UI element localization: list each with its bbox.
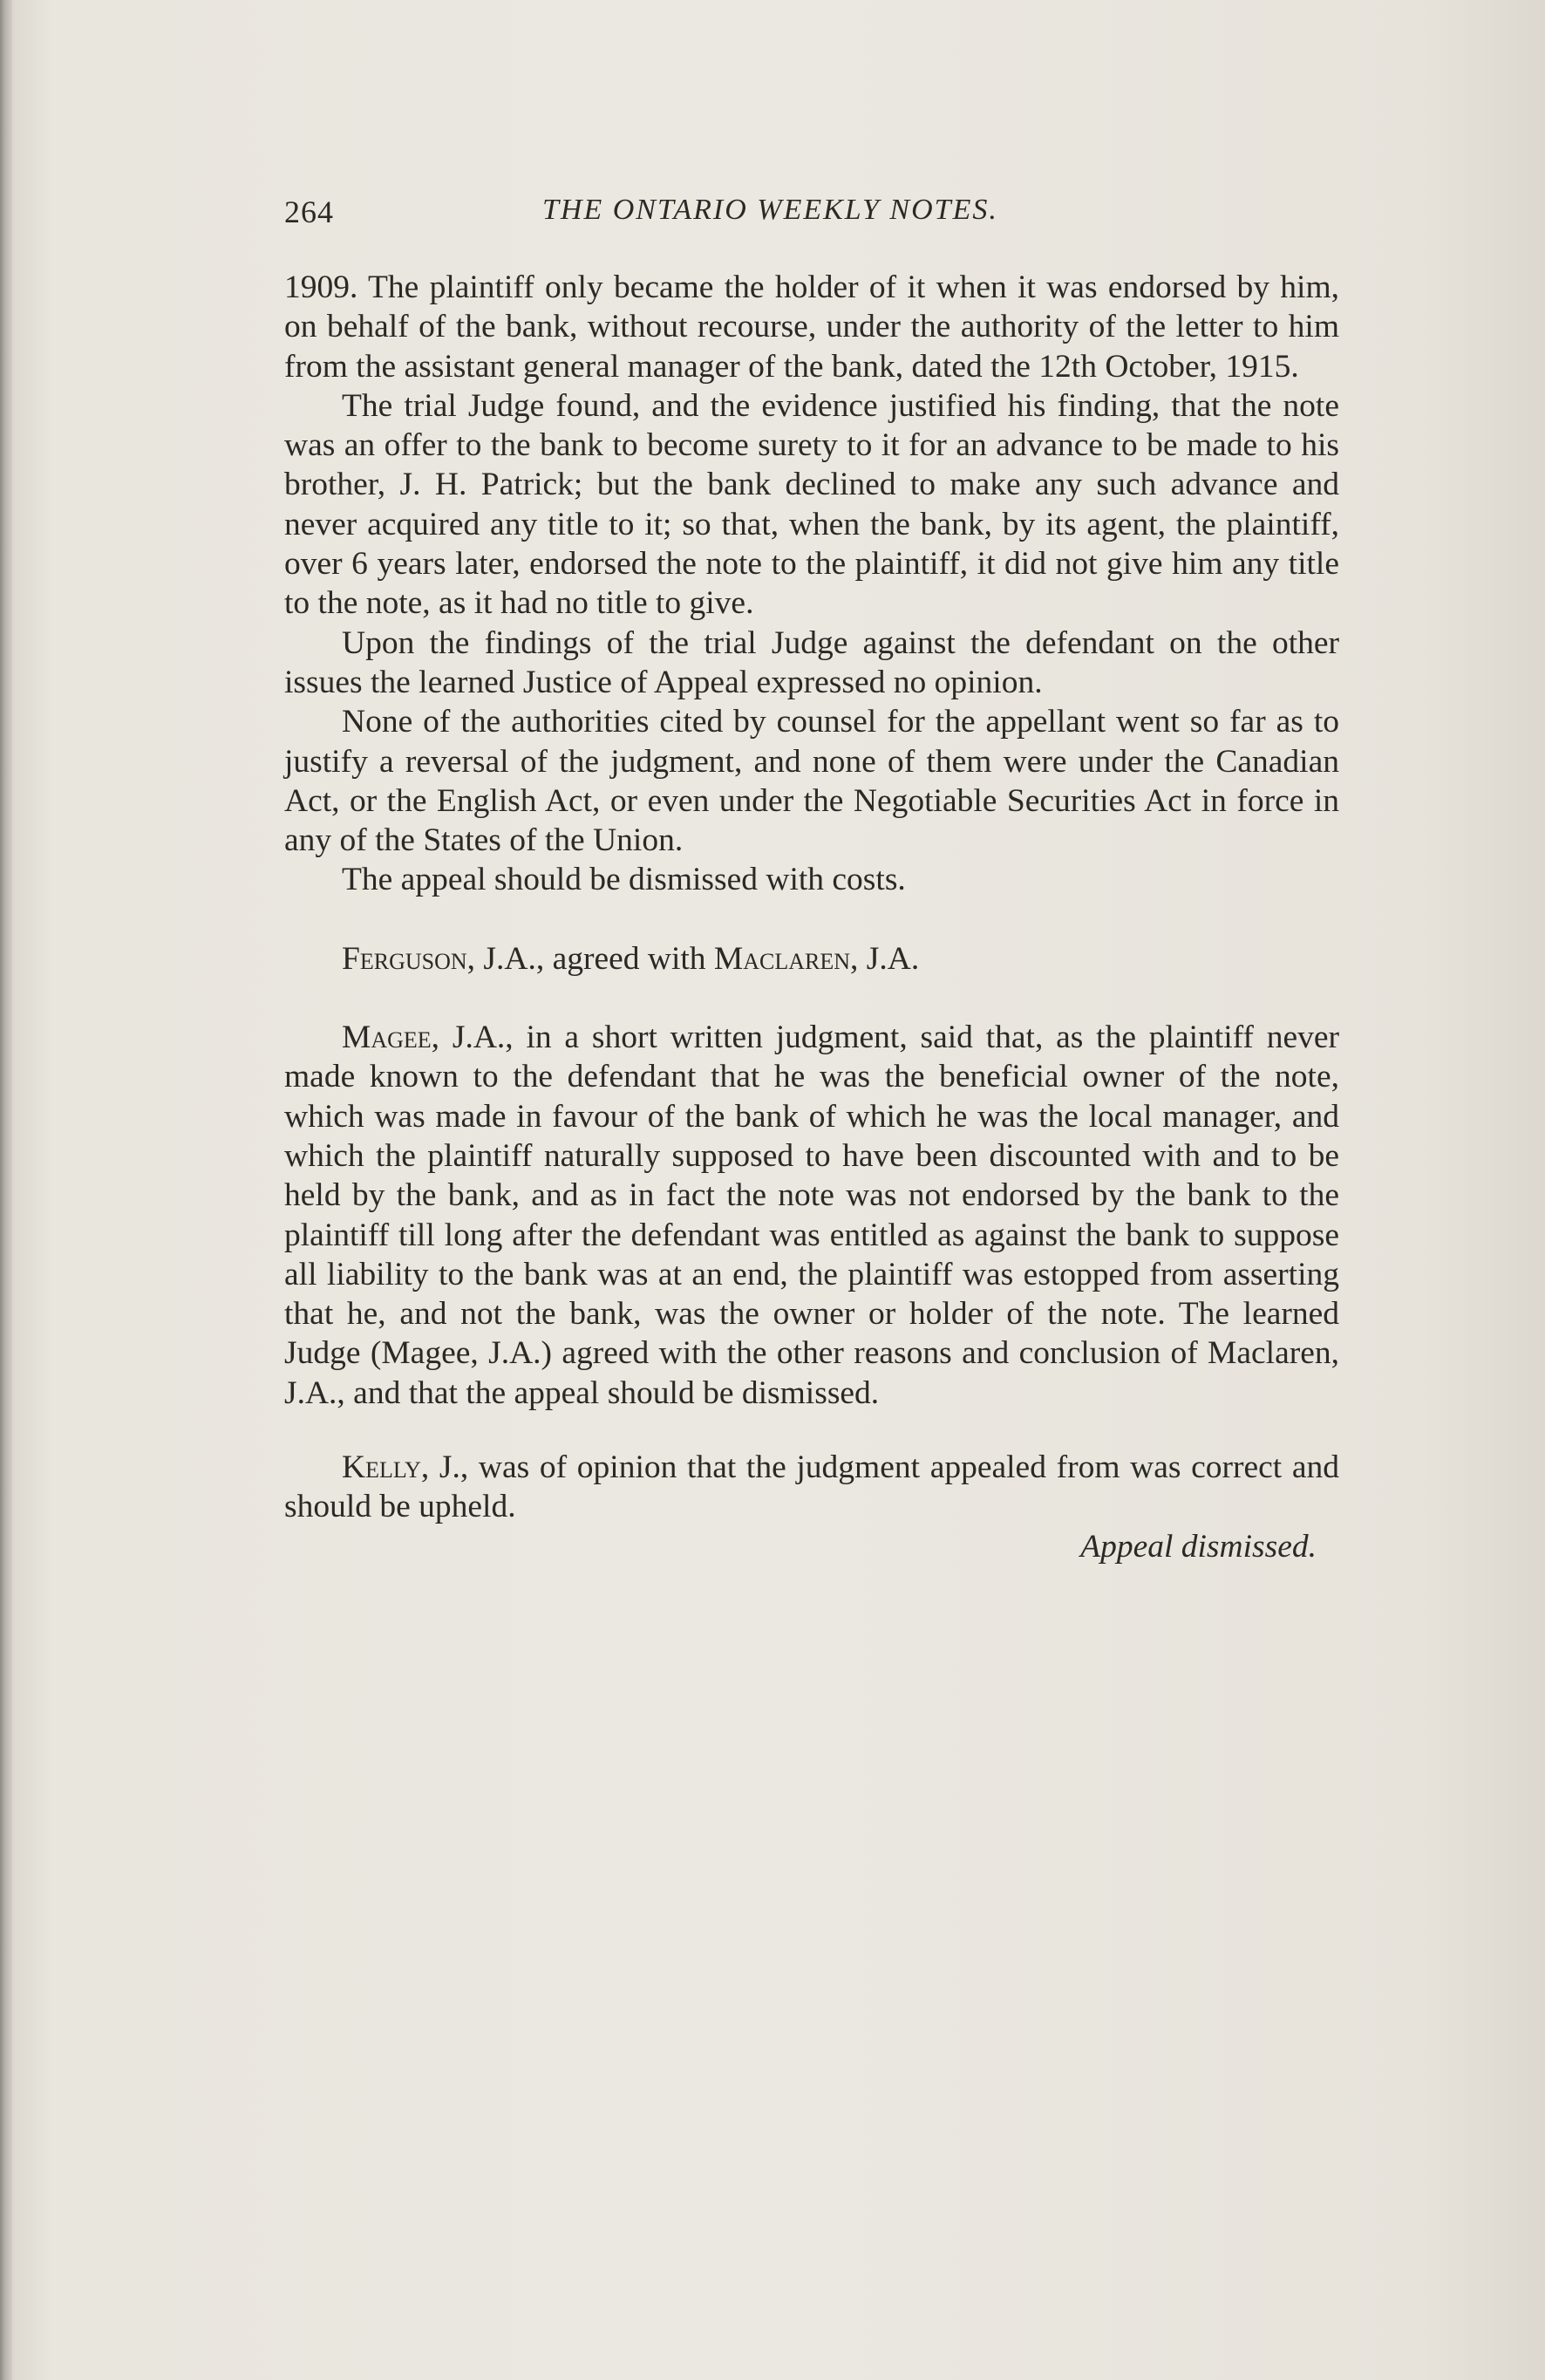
book-spine-shadow: [0, 0, 12, 2380]
judge-name-magee: Magee: [342, 1020, 432, 1056]
running-title: THE ONTARIO WEEKLY NOTES.: [542, 194, 998, 226]
paragraph-disposition: The appeal should be dismissed with costs.: [342, 862, 906, 898]
paragraph-magee: [284, 1018, 1339, 1413]
page-header: [284, 194, 1355, 237]
judge-name-kelly: Kelly: [342, 1449, 421, 1486]
paragraph-trial-judge-finding: The trial Judge found, and the evidence justified his finding, that the note was an offer to the bank to become surety to it for an advance to be made to his brother, J. H. Patrick; but the bank declined to make any such advance and never acquired any title to it; so that, when the bank, by its agent, the plaintiff, over 6 years later, endorsed the note to the plaintiff, it did not give him any title to the note, as it had no title to give.: [284, 387, 1339, 622]
paragraph-ferguson: [284, 939, 1339, 979]
ferguson-text-a: , J.A., agreed with: [466, 940, 714, 977]
paragraph-other-issues: Upon the findings of the trial Judge against the defendant on the other issues the learned Justice of Appeal expressed no opinion.: [284, 624, 1339, 700]
paragraph-authorities: None of the authorities cited by counsel for the appellant went so far as to justify a reversal of the judgment, and none of them were under the Canadian Act, or the English Act, or even under the Negotiable Securities Act in force in any of the States of the Union.: [284, 704, 1339, 859]
judge-name-maclaren: Maclaren: [713, 940, 851, 977]
magee-text: , J.A., in a short written judgment, said that, as the plaintiff never made known to the defendant that he was the beneficial owner of the note, which was made in favour of the bank of which he was the local manager, and which the plaintiff naturally supposed to have been discounted with and to be held by the bank, and as in fact the note was not endorsed by the bank to the plaintiff till long after the defendant was entitled as against the bank to suppose all liability to the bank was at an end, the plaintiff was estopped from asserting that he, and not the bank, was the owner or holder of the note. The learned Judge (Magee, J.A.) agreed with the other reasons and conclusion of Maclaren, J.A., and that the appeal should be dismissed.: [284, 1020, 1339, 1411]
paragraph-continued: 1909. The plaintiff only became the holder of it when it was endorsed by him, on behalf of the bank, without recourse, under the authority of the letter to him from the assistant general manager of the bank, dated the 12th October, 1915.: [284, 269, 1339, 385]
body-text: [284, 268, 1339, 1566]
ferguson-text-b: , J.A.: [850, 940, 920, 977]
judge-name-ferguson: Ferguson: [342, 940, 467, 977]
conclusion-appeal-dismissed: Appeal dismissed.: [1080, 1528, 1317, 1565]
kelly-text: , J., was of opinion that the judgment appealed from was correct and should be upheld.: [284, 1449, 1339, 1525]
page-number: 264: [284, 194, 334, 229]
paragraph-kelly: [284, 1448, 1339, 1527]
